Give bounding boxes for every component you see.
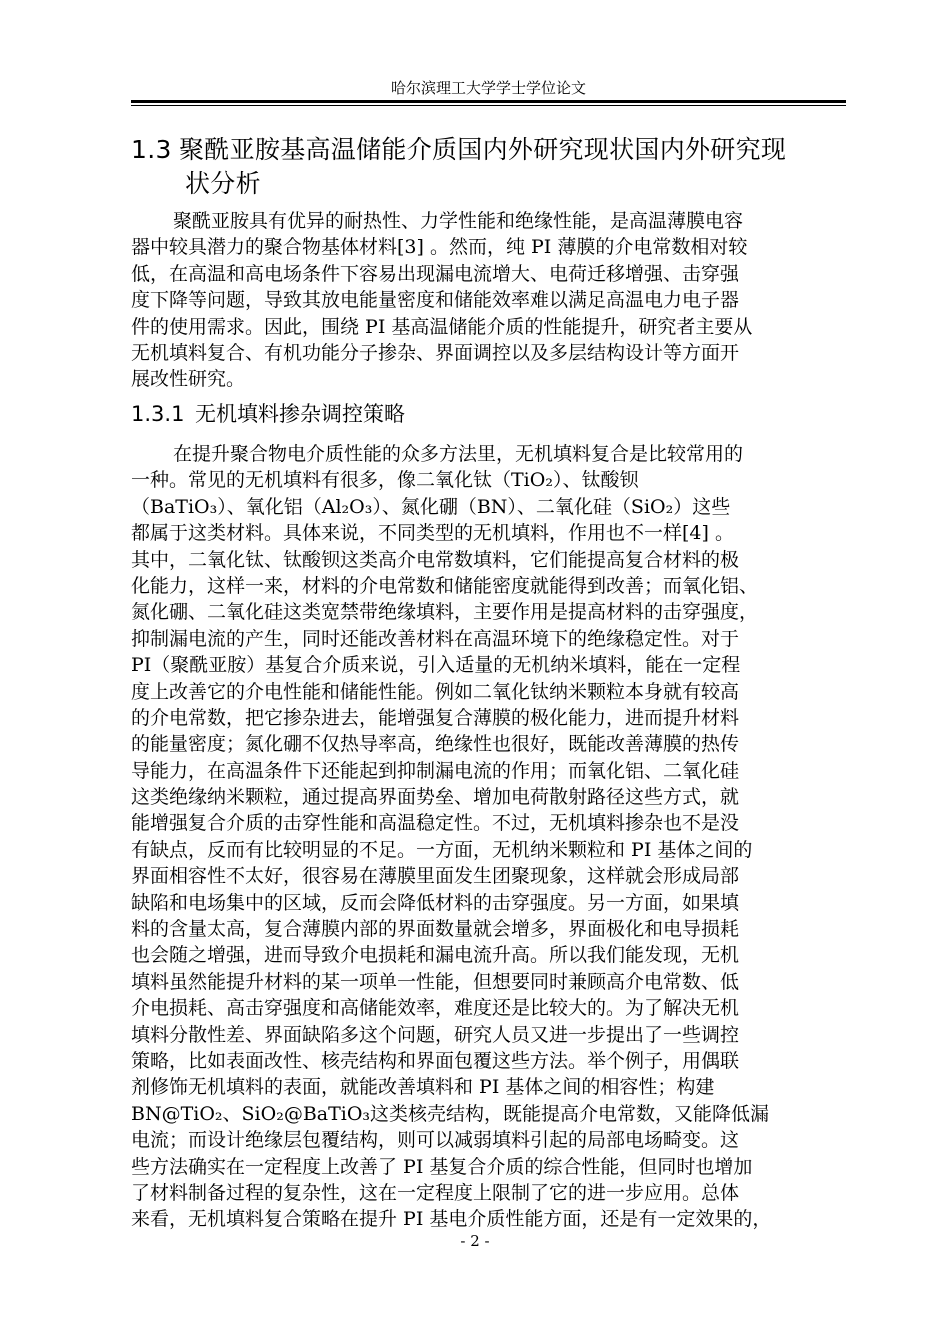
text-line: 无机填料复合、有机功能分子掺杂、界面调控以及多层结构设计等方面开 xyxy=(131,341,740,364)
text-line: 界面相容性不太好，很容易在薄膜里面发生团聚现象，这样就会形成局部 xyxy=(131,865,740,888)
text-line: 填料虽然能提升材料的某一项单一性能，但想要同时兼顾高介电常数、低 xyxy=(131,970,740,993)
text-line: 在提升聚合物电介质性能的众多方法里，无机填料复合是比较常用的 xyxy=(173,443,744,465)
text-line: 器中较具潜力的聚合物基体材料[3] 。然而，纯 PI 薄膜的介电常数相对较 xyxy=(131,236,748,259)
text-line: 能增强复合介质的击穿性能和高温稳定性。不过，无机填料掺杂也不是没 xyxy=(131,812,740,835)
text-line: 导能力，在高温条件下还能起到抑制漏电流的作用；而氧化铝、二氧化硅 xyxy=(131,759,740,782)
text-line: 氮化硼、二氧化硅这类宽禁带绝缘填料，主要作用是提高材料的击穿强度， xyxy=(131,601,759,624)
paragraph-intro xyxy=(131,208,849,393)
text-line: 的能量密度；氮化硼不仅热导率高，绝缘性也很好，既能改善薄膜的热传 xyxy=(131,733,740,756)
header-rule-thick xyxy=(131,100,846,103)
running-header: 哈尔滨理工大学学士学位论文 xyxy=(390,79,586,97)
text-line: 了材料制备过程的复杂性，这在一定程度上限制了它的进一步应用。总体 xyxy=(131,1181,740,1204)
text-line: 策略，比如表面改性、核壳结构和界面包覆这些方法。举个例子，用偶联 xyxy=(131,1049,740,1072)
text-line: 的介电常数，把它掺杂进去，能增强复合薄膜的极化能力，进而提升材料 xyxy=(131,706,740,729)
paragraph-inorganic-fillers xyxy=(131,441,849,1233)
subsection-title: 无机填料掺杂调控策略 xyxy=(195,402,405,426)
text-line: 有缺点，反而有比较明显的不足。一方面，无机纳米颗粒和 PI 基体之间的 xyxy=(131,838,753,861)
text-line: 剂修饰无机填料的表面，就能改善填料和 PI 基体之间的相容性；构建 xyxy=(131,1076,715,1099)
header-rule-thin xyxy=(131,105,846,106)
section-title-line1: 聚酰亚胺基高温储能介质国内外研究现状国内外研究现 xyxy=(179,135,787,164)
page-number: - 2 - xyxy=(460,1232,490,1250)
text-line: 也会随之增强，进而导致介电损耗和漏电流升高。所以我们能发现，无机 xyxy=(131,944,740,967)
text-line: 缺陷和电场集中的区域，反而会降低材料的击穿强度。另一方面，如果填 xyxy=(131,891,740,914)
text-line: BN@TiO₂、SiO₂@BaTiO₃这类核壳结构，既能提高介电常数，又能降低漏 xyxy=(131,1102,770,1125)
subsection-number: 1.3.1 xyxy=(131,402,185,426)
subsection-heading xyxy=(131,400,849,428)
section-title-line2: 状分析 xyxy=(185,169,261,198)
text-line: 来看，无机填料复合策略在提升 PI 基电介质性能方面，还是有一定效果的， xyxy=(131,1208,772,1231)
text-line: 化能力，这样一来，材料的介电常数和储能密度就能得到改善；而氧化铝、 xyxy=(131,574,759,597)
text-line: PI（聚酰亚胺）基复合介质来说，引入适量的无机纳米填料，能在一定程 xyxy=(131,654,741,677)
text-line: 填料分散性差、界面缺陷多这个问题，研究人员又进一步提出了一些调控 xyxy=(131,1023,740,1046)
text-line: 介电损耗、高击穿强度和高储能效率，难度还是比较大的。为了解决无机 xyxy=(131,997,740,1020)
text-line: 低，在高温和高电场条件下容易出现漏电流增大、电荷迁移增强、击穿强 xyxy=(131,262,740,285)
text-line: 些方法确实在一定程度上改善了 PI 基复合介质的综合性能，但同时也增加 xyxy=(131,1155,753,1178)
text-line: 一种。常见的无机填料有很多，像二氧化钛（TiO₂）、钛酸钡 xyxy=(131,469,639,492)
text-line: 件的使用需求。因此，围绕 PI 基高温储能介质的性能提升，研究者主要从 xyxy=(131,315,753,338)
text-line: 电流；而设计绝缘层包覆结构，则可以减弱填料引起的局部电场畸变。这 xyxy=(131,1129,740,1152)
text-line: 展改性研究。 xyxy=(131,368,246,391)
text-line: 都属于这类材料。具体来说，不同类型的无机填料，作用也不一样[4] 。 xyxy=(131,522,734,545)
text-line: 抑制漏电流的产生，同时还能改善材料在高温环境下的绝缘稳定性。对于 xyxy=(131,627,740,650)
text-line: （BaTiO₃）、氧化铝（Al₂O₃）、氮化硼（BN）、二氧化硅（SiO₂）这些 xyxy=(131,495,731,518)
text-line: 其中，二氧化钛、钛酸钡这类高介电常数填料，它们能提高复合材料的极 xyxy=(131,548,740,571)
text-line: 度下降等问题，导致其放电能量密度和储能效率难以满足高温电力电子器 xyxy=(131,289,740,312)
section-number: 1.3 xyxy=(131,135,172,164)
text-line: 料的含量太高，复合薄膜内部的界面数量就会增多，界面极化和电导损耗 xyxy=(131,918,740,941)
section-heading xyxy=(131,133,851,201)
text-line: 这类绝缘纳米颗粒，通过提高界面势垒、增加电荷散射路径这些方式，就 xyxy=(131,786,740,809)
text-line: 聚酰亚胺具有优异的耐热性、力学性能和绝缘性能，是高温薄膜电容 xyxy=(173,210,744,232)
text-line: 度上改善它的介电性能和储能性能。例如二氧化钛纳米颗粒本身就有较高 xyxy=(131,680,740,703)
